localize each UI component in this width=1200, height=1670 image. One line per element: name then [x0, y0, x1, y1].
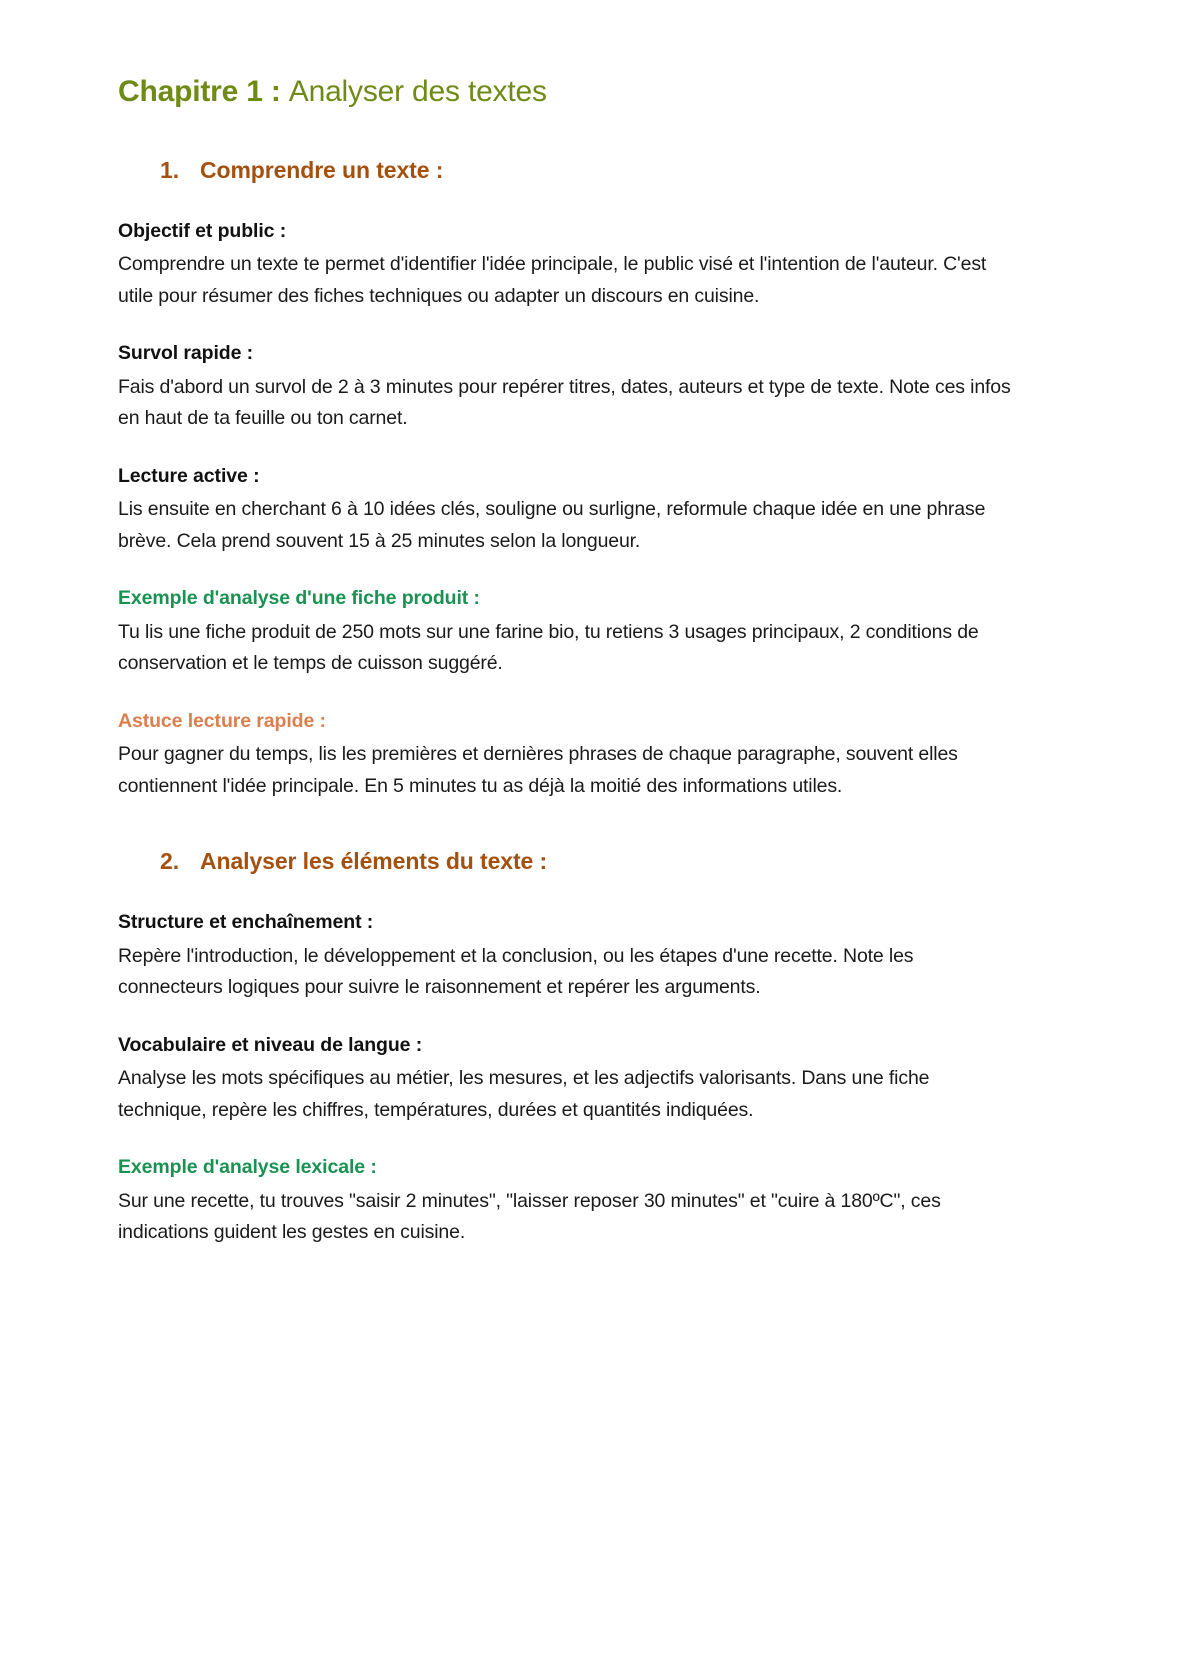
content-block: [118, 909, 1022, 1003]
block-subheading: Structure et enchaînement :: [118, 911, 374, 934]
content-block: [118, 463, 1022, 557]
block-subheading-tip: Astuce lecture rapide :: [118, 709, 326, 732]
page-title: [118, 72, 1022, 111]
content-block-tip: [118, 708, 1022, 802]
block-body: Tu lis une fiche produit de 250 mots sur une farine bio, tu retiens 3 usages principaux, 2 conditions de conservation et le temps de cuisson suggéré.: [118, 620, 979, 675]
block-body: Lis ensuite en cherchant 6 à 10 idées clés, souligne ou surligne, reformule chaque idée en une phrase brève. Cela prend souvent 15 à 25 minutes selon la longueur.: [118, 498, 986, 552]
section-number-2: 2.: [160, 848, 179, 875]
content-block-example: [118, 1154, 1022, 1248]
block-subheading: Survol rapide :: [118, 342, 254, 365]
block-body: Fais d'abord un survol de 2 à 3 minutes pour repérer titres, dates, auteurs et type de texte. Note ces infos en haut de ta feuille ou ton carnet.: [118, 375, 1011, 430]
block-subheading-example: Exemple d'analyse lexicale :: [118, 1156, 377, 1179]
section-heading-2: [118, 848, 1022, 875]
block-subheading: Lecture active :: [118, 464, 260, 487]
content-block: [118, 1032, 1022, 1126]
content-block: [118, 218, 1022, 312]
block-subheading-example: Exemple d'analyse d'une fiche produit :: [118, 587, 480, 610]
section-number-1: 1.: [160, 157, 179, 183]
section-title-1: Comprendre un texte :: [200, 157, 444, 183]
content-block-example: [118, 585, 1022, 679]
block-body: Pour gagner du temps, lis les premières et dernières phrases de chaque paragraphe, souvent elles contiennent l'idée principale. En 5 minutes tu as déjà la moitié des informations utiles.: [118, 743, 958, 797]
page-title-chapter: Chapitre 1 :: [118, 75, 281, 108]
block-subheading: Vocabulaire et niveau de langue :: [118, 1033, 423, 1056]
section-title-2: Analyser les éléments du texte :: [200, 848, 548, 875]
content-block: [118, 340, 1022, 434]
block-subheading: Objectif et public :: [118, 220, 287, 242]
block-body: Sur une recette, tu trouves "saisir 2 minutes", "laisser reposer 30 minutes" et "cuire à 180ºC", ces indications guident les gestes en cuisine.: [118, 1189, 941, 1244]
page-title-subject: Analyser des textes: [288, 75, 547, 108]
block-body: Comprendre un texte te permet d'identifier l'idée principale, le public visé et l'intention de l'auteur. C'est utile pour résumer des fiches techniques ou adapter un discours en cuisine.: [118, 253, 987, 307]
section-heading-1: [118, 157, 1022, 184]
block-body: Analyse les mots spécifiques au métier, les mesures, et les adjectifs valorisants. Dans une fiche technique, repère les chiffres, températures, durées et quantités indiquées.: [118, 1067, 930, 1121]
block-body: Repère l'introduction, le développement et la conclusion, ou les étapes d'une recette. Note les connecteurs logiques pour suivre le raisonnement et repérer les arguments.: [118, 944, 914, 999]
